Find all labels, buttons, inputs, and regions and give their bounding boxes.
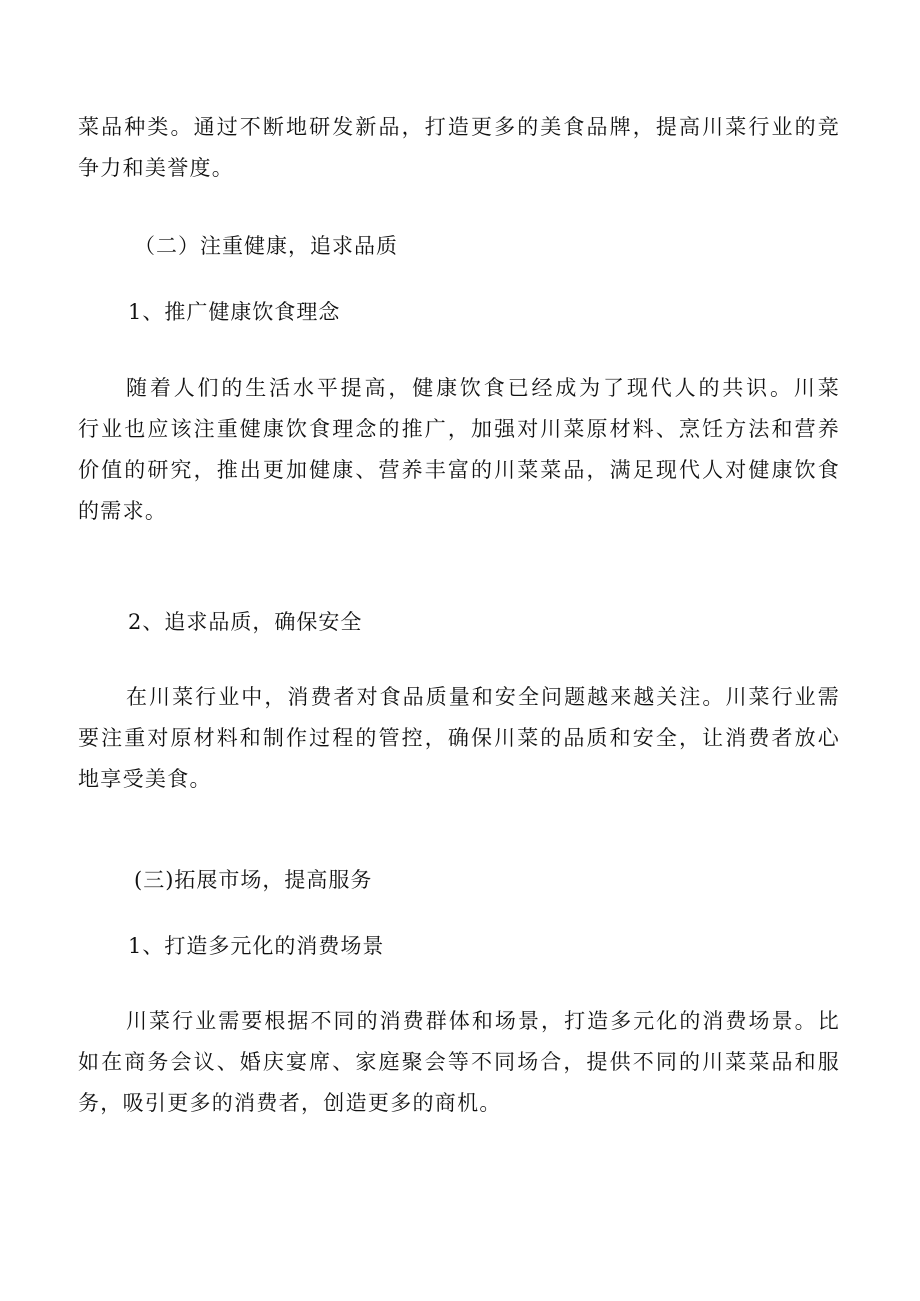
intro-paragraph — [78, 111, 840, 193]
intro-line-2: 争力和美誉度。 — [78, 156, 235, 180]
item-1-paragraph — [78, 372, 840, 536]
section-3-heading-block — [78, 864, 840, 896]
section-2-heading-block — [78, 230, 840, 262]
item-1-line-3: 价值的研究，推出更加健康、营养丰富的川菜菜品，满足现代人对健康饮食 — [78, 458, 840, 482]
item-3-heading: 1、打造多元化的消费场景 — [128, 934, 385, 958]
item-1-line-2: 行业也应该注重健康饮食理念的推广，加强对川菜原材料、烹饪方法和营养 — [78, 417, 840, 441]
item-2-heading: 2、追求品质，确保安全 — [128, 610, 363, 634]
item-3-paragraph — [78, 1005, 840, 1128]
item-3-line-1: 川菜行业需要根据不同的消费群体和场景，打造多元化的消费场景。比 — [126, 1009, 840, 1033]
item-2-line-2: 要注重对原材料和制作过程的管控，确保川菜的品质和安全，让消费者放心 — [78, 726, 840, 750]
item-1-line-4: 的需求。 — [78, 499, 168, 523]
section-2-heading: （二）注重健康，追求品质 — [134, 234, 398, 258]
item-2-line-3: 地享受美食。 — [78, 767, 212, 791]
item-3-heading-block — [78, 930, 840, 962]
intro-line-1: 菜品种类。通过不断地研发新品，打造更多的美食品牌，提高川菜行业的竞 — [78, 115, 840, 139]
item-3-line-2: 如在商务会议、婚庆宴席、家庭聚会等不同场合，提供不同的川菜菜品和服 — [78, 1050, 840, 1074]
item-1-heading-block — [78, 296, 840, 328]
item-2-line-1: 在川菜行业中，消费者对食品质量和安全问题越来越关注。川菜行业需 — [126, 685, 840, 709]
item-2-heading-block — [78, 606, 840, 638]
item-1-line-1: 随着人们的生活水平提高，健康饮食已经成为了现代人的共识。川菜 — [126, 376, 840, 400]
item-2-paragraph — [78, 681, 840, 804]
item-1-heading: 1、推广健康饮食理念 — [128, 300, 341, 324]
section-3-heading: (三)拓展市场，提高服务 — [134, 868, 373, 892]
item-3-line-3: 务，吸引更多的消费者，创造更多的商机。 — [78, 1091, 502, 1115]
